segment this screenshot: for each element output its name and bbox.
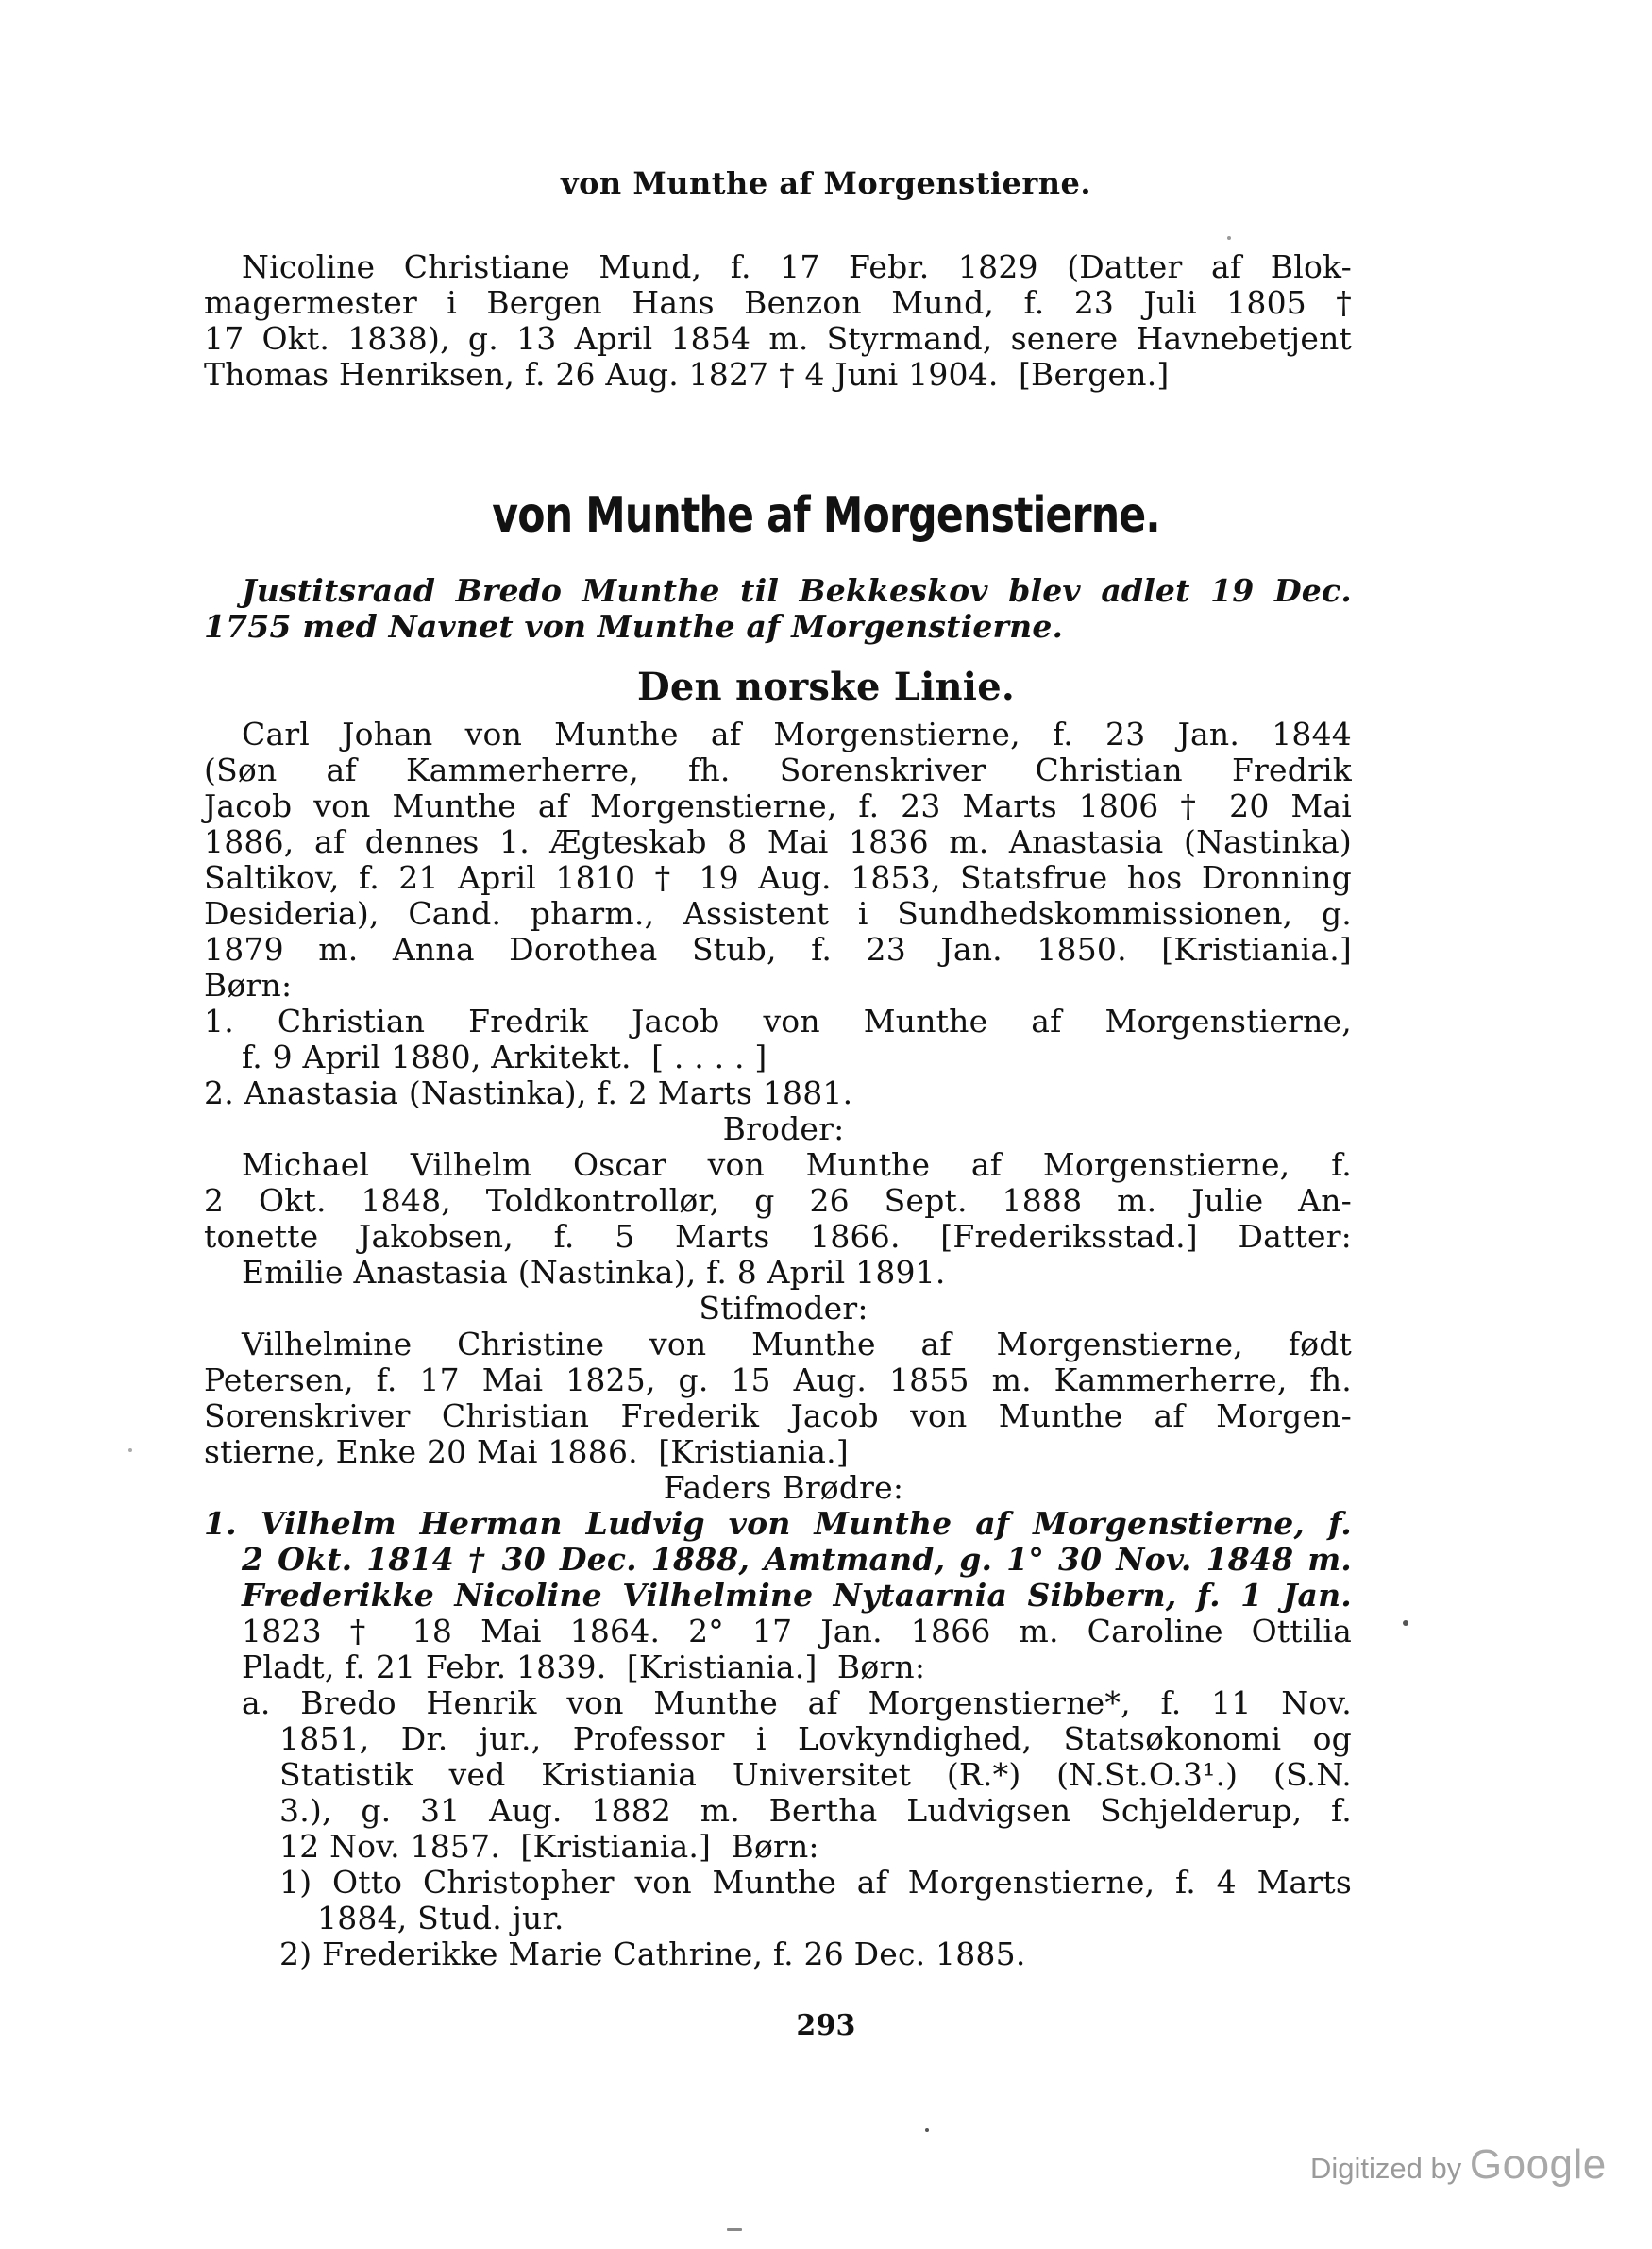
subheading: Stifmoder:: [699, 1290, 868, 1327]
text-line: 1886, af dennes 1. Ægteskab 8 Mai 1836 m. Anastasia (Nastinka): [204, 823, 1352, 860]
text-line: (Søn af Kammerherre, fh. Sorenskriver Christian Fredrik: [204, 752, 1352, 788]
text-line: Sorenskriver Christian Frederik Jacob von Munthe af Morgen-: [204, 1397, 1352, 1434]
text-line: Carl Johan von Munthe af Morgenstierne, f. 23 Jan. 1844: [242, 716, 1352, 752]
text-line: Emilie Anastasia (Nastinka), f. 8 April 1891.: [242, 1254, 946, 1291]
italic-text-line: Frederikke Nicoline Vilhelmine Nytaarnia Sibbern, f. 1 Jan.: [242, 1577, 1352, 1614]
text-line: Statistik ved Kristiania Universitet (R.*) (N.St.O.3¹.) (S.N.: [279, 1756, 1352, 1793]
text-line: Nicoline Christiane Mund, f. 17 Febr. 1829 (Datter af Blok-: [242, 248, 1352, 285]
text-line: Petersen, f. 17 Mai 1825, g. 15 Aug. 1855 m. Kammerherre, fh.: [204, 1361, 1352, 1398]
italic-note-line: Justitsraad Bredo Munthe til Bekkeskov blev adlet 19 Dec.: [242, 572, 1352, 609]
subheading: Faders Brødre:: [663, 1469, 904, 1506]
text-line: Jacob von Munthe af Morgenstierne, f. 23 Marts 1806 † 20 Mai: [204, 787, 1352, 824]
text-line: 2. Anastasia (Nastinka), f. 2 Marts 1881.: [204, 1074, 853, 1111]
scan-speck: [727, 2228, 742, 2231]
text-line: Børn:: [204, 967, 293, 1004]
text-line: magermester i Bergen Hans Benzon Mund, f. 23 Juli 1805 †: [204, 284, 1352, 321]
section-heading: Den norske Linie.: [637, 665, 1015, 709]
text-line: a. Bredo Henrik von Munthe af Morgenstierne*, f. 11 Nov.: [242, 1684, 1352, 1721]
italic-text-line: 1. Vilhelm Herman Ludvig von Munthe af Morgenstierne, f.: [204, 1505, 1352, 1542]
text-line: 1884, Stud. jur.: [317, 1900, 565, 1936]
text-line: tonette Jakobsen, f. 5 Marts 1866. [Frederiksstad.] Datter:: [204, 1218, 1352, 1255]
digitized-by-google-watermark: Digitized by Google: [1310, 2141, 1607, 2188]
text-line: 3.), g. 31 Aug. 1882 m. Bertha Ludvigsen Schjelderup, f.: [279, 1792, 1352, 1829]
subheading: Broder:: [722, 1110, 845, 1147]
text-line: 12 Nov. 1857. [Kristiania.] Børn:: [279, 1828, 819, 1865]
text-line: 2 Okt. 1848, Toldkontrollør, g 26 Sept. 1888 m. Julie An-: [204, 1182, 1352, 1219]
italic-text-line: 2 Okt. 1814 † 30 Dec. 1888, Amtmand, g. 1° 30 Nov. 1848 m.: [242, 1541, 1352, 1578]
page-number: 293: [796, 2009, 856, 2042]
text-line: 17 Okt. 1838), g. 13 April 1854 m. Styrmand, senere Havnebetjent: [204, 320, 1352, 357]
text-line: f. 9 April 1880, Arkitekt. [ . . . . ]: [242, 1039, 767, 1075]
text-line: Pladt, f. 21 Febr. 1839. [Kristiania.] Børn:: [242, 1649, 926, 1685]
text-line: 1851, Dr. jur., Professor i Lovkyndighed, Statsøkonomi og: [279, 1720, 1352, 1757]
main-title: von Munthe af Morgenstierne.: [492, 487, 1160, 544]
italic-note-line: 1755 med Navnet von Munthe af Morgenstierne.: [204, 608, 1064, 645]
text-line: 1823 † 18 Mai 1864. 2° 17 Jan. 1866 m. Caroline Ottilia: [242, 1613, 1352, 1649]
scan-speck: [925, 2128, 929, 2132]
scan-speck: [1227, 236, 1231, 240]
text-line: 2) Frederikke Marie Cathrine, f. 26 Dec. 1885.: [279, 1936, 1026, 1972]
text-line: 1) Otto Christopher von Munthe af Morgenstierne, f. 4 Marts: [279, 1864, 1352, 1901]
text-line: Thomas Henriksen, f. 26 Aug. 1827 † 4 Juni 1904. [Bergen.]: [204, 356, 1170, 393]
scan-speck: [128, 1448, 132, 1452]
text-line: Desideria), Cand. pharm., Assistent i Sundhedskommissionen, g.: [204, 895, 1352, 932]
running-head: von Munthe af Morgenstierne.: [560, 165, 1092, 201]
text-line: Michael Vilhelm Oscar von Munthe af Morgenstierne, f.: [242, 1146, 1352, 1183]
text-line: 1. Christian Fredrik Jacob von Munthe af Morgenstierne,: [204, 1003, 1352, 1040]
text-line: Saltikov, f. 21 April 1810 † 19 Aug. 1853, Statsfrue hos Dronning: [204, 859, 1352, 896]
text-line: Vilhelmine Christine von Munthe af Morgenstierne, født: [242, 1326, 1352, 1362]
scan-speck: [1403, 1620, 1408, 1626]
text-line: stierne, Enke 20 Mai 1886. [Kristiania.]: [204, 1433, 849, 1470]
text-line: 1879 m. Anna Dorothea Stub, f. 23 Jan. 1850. [Kristiania.]: [204, 931, 1352, 968]
